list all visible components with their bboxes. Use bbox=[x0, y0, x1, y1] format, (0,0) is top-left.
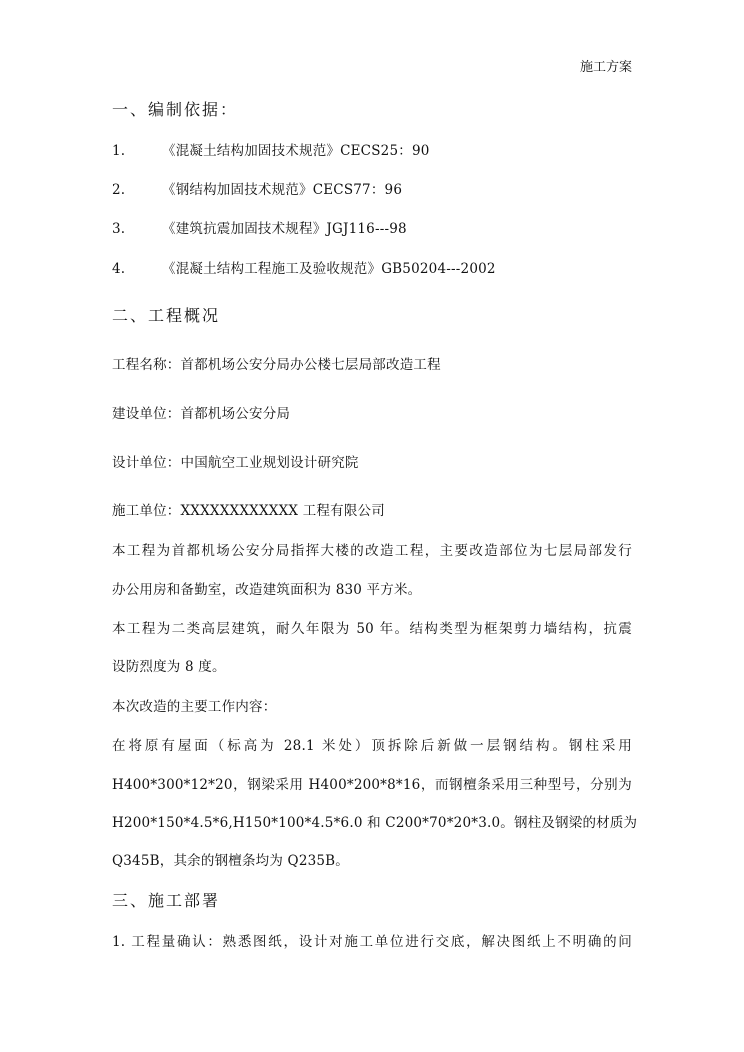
overview-paragraph-1-line-2: 办公用房和备勤室，改造建筑面积为 830 平方米。 bbox=[112, 582, 422, 598]
work-content-line-4: Q345B，其余的钢檀条均为 Q235B。 bbox=[112, 853, 350, 869]
owner-unit: 建设单位：首都机场公安分局 bbox=[112, 406, 291, 422]
overview-paragraph-2-line-2: 设防烈度为 8 度。 bbox=[112, 659, 226, 675]
reference-text: 《建筑抗震加固技术规程》JGJ116---98 bbox=[162, 221, 407, 237]
reference-text: 《混凝土结构加固技术规范》CECS25：90 bbox=[162, 143, 430, 159]
overview-paragraph-1-line-1: 本工程为首都机场公安分局指挥大楼的改造工程，主要改造部位为七层局部发行 bbox=[112, 543, 632, 559]
reference-text: 《混凝土结构工程施工及验收规范》GB50204---2002 bbox=[162, 261, 496, 277]
reference-item-3 bbox=[112, 217, 407, 237]
project-name: 工程名称：首都机场公安分局办公楼七层局部改造工程 bbox=[112, 357, 441, 373]
work-content-line-2: H400*300*12*20，钢梁采用 H400*200*8*16，而钢檀条采用三种型号，分别为 bbox=[112, 777, 632, 793]
reference-number: 1. bbox=[112, 143, 126, 159]
work-content-line-3: H200*150*4.5*6,H150*100*4.5*6.0 和 C200*70*20*3.0。钢柱及钢梁的材质为 bbox=[112, 815, 638, 831]
overview-paragraph-2-line-1: 本工程为二类高层建筑，耐久年限为 50 年。结构类型为框架剪力墙结构，抗震 bbox=[112, 621, 632, 637]
reference-number: 2. bbox=[112, 182, 126, 198]
designer-unit: 设计单位：中国航空工业规划设计研究院 bbox=[112, 455, 359, 471]
section1-heading: 一、编制依据： bbox=[112, 100, 239, 119]
deployment-item-1-line-1: 1. 工程量确认：熟悉图纸，设计对施工单位进行交底，解决图纸上不明确的问 bbox=[112, 934, 632, 950]
section3-heading: 三、施工部署 bbox=[112, 891, 221, 910]
reference-text: 《钢结构加固技术规范》CECS77：96 bbox=[162, 182, 403, 198]
reference-number: 3. bbox=[112, 221, 126, 237]
page-header-title: 施工方案 bbox=[579, 60, 632, 75]
contractor-unit: 施工单位：XXXXXXXXXXXX 工程有限公司 bbox=[112, 503, 385, 519]
work-content-line-1: 在将原有屋面（标高为 28.1 米处）顶拆除后新做一层钢结构。钢柱采用 bbox=[112, 738, 632, 754]
section2-heading: 二、工程概况 bbox=[112, 306, 221, 325]
reference-item-4 bbox=[112, 257, 496, 277]
reference-item-2 bbox=[112, 178, 402, 198]
reference-item-1 bbox=[112, 139, 430, 159]
reference-number: 4. bbox=[112, 261, 126, 277]
work-content-title: 本次改造的主要工作内容： bbox=[112, 699, 277, 715]
